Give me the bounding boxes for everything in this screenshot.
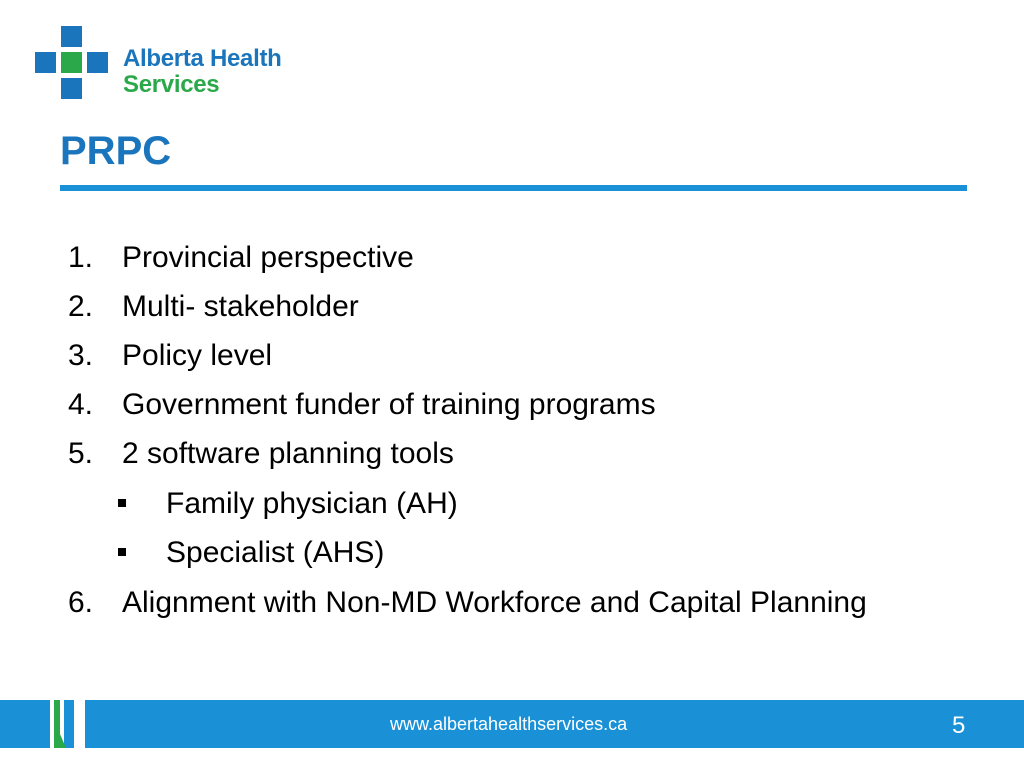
sub-list-text: Specialist (AHS) [166, 536, 385, 569]
title-divider [60, 185, 967, 191]
list-number: 1. [68, 241, 94, 274]
list-number: 5. [68, 437, 94, 470]
list-number: 4. [68, 388, 94, 421]
list-text: Policy level [122, 339, 273, 372]
list-number: 3. [68, 339, 94, 372]
list-number: 6. [68, 586, 94, 619]
slide-title: PRPC [60, 129, 172, 173]
ahs-logo [35, 26, 295, 101]
list-text: Government funder of training programs [122, 388, 656, 421]
sub-list-text: Family physician (AH) [166, 487, 458, 520]
logo-line-2: Services [123, 71, 220, 98]
list-text: 2 software planning tools [122, 437, 454, 470]
page-number: 5 [952, 712, 966, 739]
ahs-cross-icon [35, 26, 115, 101]
square-bullet-icon [118, 499, 126, 507]
list-text: Multi- stakeholder [122, 290, 359, 323]
footer-bar [0, 700, 1024, 748]
logo-wordmark [123, 46, 282, 98]
square-bullet-icon [118, 548, 126, 556]
logo-line-1: Alberta Health [123, 45, 282, 72]
ahs-footer-mark-icon [0, 700, 95, 748]
list-number: 2. [68, 290, 94, 323]
list-text: Alignment with Non-MD Workforce and Capital Planning [122, 586, 867, 619]
footer-url: www.albertahealthservices.ca [390, 714, 628, 734]
list-text: Provincial perspective [122, 241, 414, 274]
